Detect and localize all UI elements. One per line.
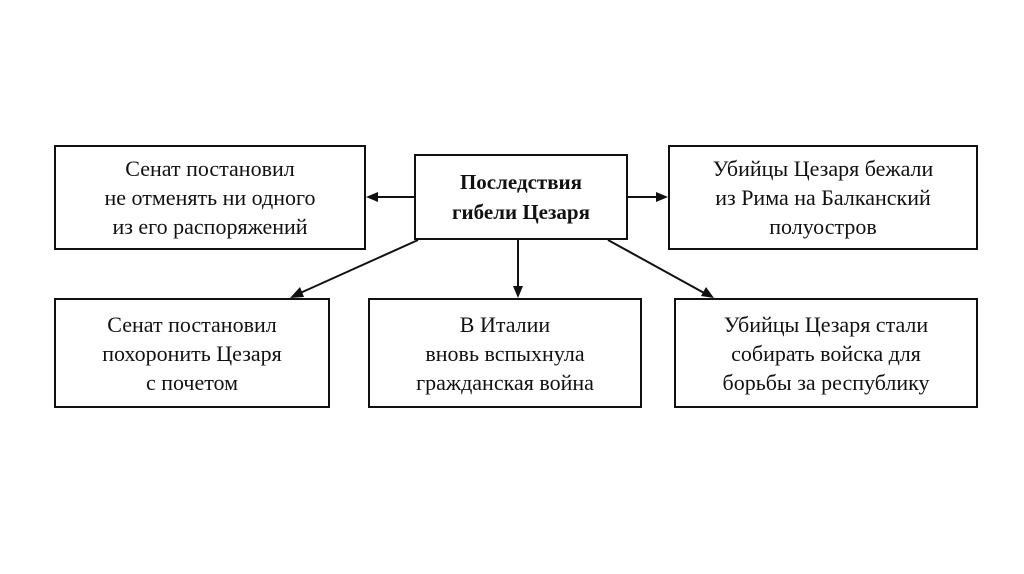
arrowhead-bottom-middle <box>513 286 523 298</box>
node-top-right <box>668 145 978 250</box>
arrowhead-top-right <box>656 192 668 202</box>
center-line-1: Последствия <box>459 170 583 194</box>
arrowhead-bottom-right <box>701 287 714 298</box>
node-bottom-right <box>674 298 978 408</box>
node-line: из его распоряжений <box>112 214 308 239</box>
node-line: похоронить Цезаря <box>102 340 282 366</box>
node-line: Сенат постановил <box>107 311 277 337</box>
node-line: гражданская война <box>416 369 594 395</box>
node-line: Убийцы Цезаря бежали <box>712 156 934 181</box>
center-node <box>414 154 628 240</box>
arrowhead-top-left <box>366 192 378 202</box>
node-line: вновь вспыхнула <box>425 340 585 366</box>
node-top-left <box>54 145 366 250</box>
node-bottom-left <box>54 298 330 408</box>
node-line: не отменять ни одного <box>104 185 316 210</box>
node-line: с почетом <box>145 369 239 395</box>
node-line: борьбы за республику <box>722 369 930 395</box>
node-line: собирать войска для <box>731 340 921 366</box>
node-line: из Рима на Балканский <box>715 185 931 210</box>
node-line: В Италии <box>459 311 551 337</box>
center-line-2: гибели Цезаря <box>452 200 590 224</box>
node-line: полуостров <box>769 214 877 239</box>
node-line: Сенат постановил <box>125 156 295 181</box>
node-line: Убийцы Цезаря стали <box>723 311 929 337</box>
node-bottom-middle <box>368 298 642 408</box>
arrowhead-bottom-left <box>290 287 304 298</box>
